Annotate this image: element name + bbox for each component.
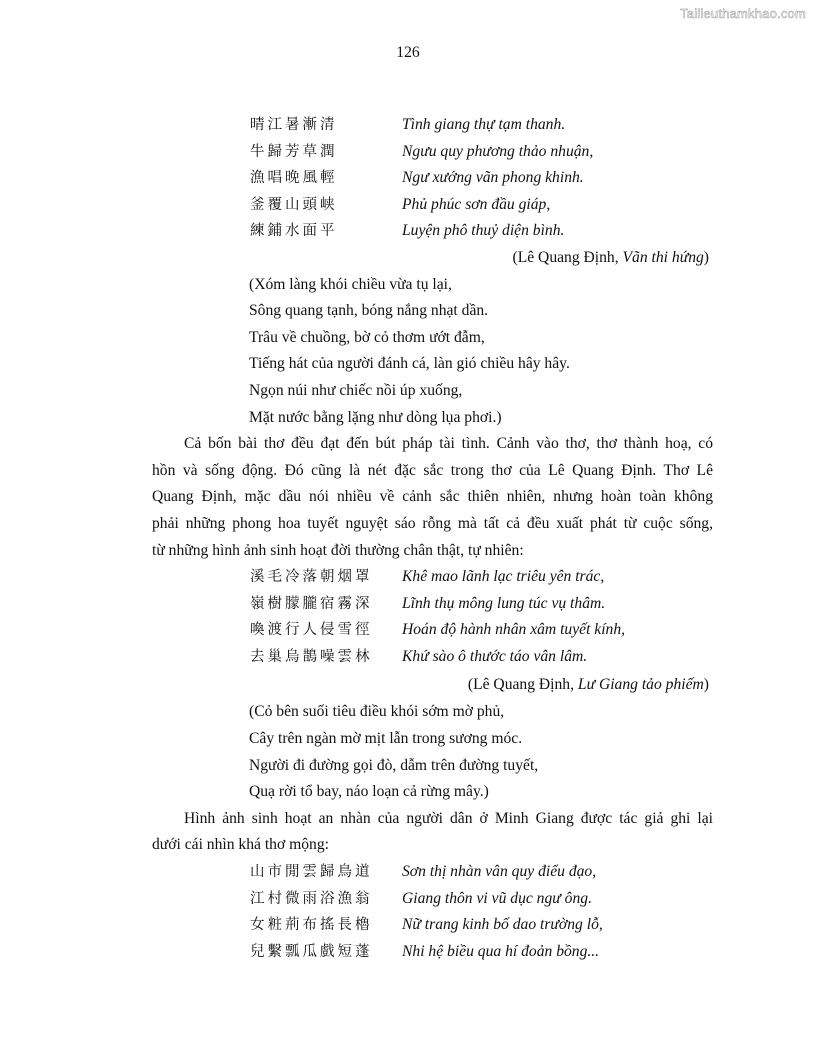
translation-line: Người đi đường gọi đò, dẫm trên đường tuyết,: [249, 756, 539, 774]
poem-line: [152, 644, 713, 671]
han-text: 溪毛冷落朝烟罩: [250, 569, 373, 586]
poem-line: [152, 912, 713, 939]
transliteration-text: Ngưu quy phương thảo nhuận,: [402, 142, 594, 160]
transliteration-text: Lĩnh thụ mông lung túc vụ thâm.: [402, 594, 606, 612]
poem-line: [152, 192, 713, 219]
page-content: [152, 112, 713, 965]
paragraph-line: từ những hình ảnh sinh hoạt đời thường chân thật, tự nhiên:: [152, 541, 524, 559]
paragraph-line: phải những phong hoa tuyết nguyệt sáo rỗng mà tất cả đều xuất phát từ cuộc sống,: [152, 514, 713, 532]
translation-line: Mặt nước bằng lặng như dòng lụa phơi.): [249, 408, 502, 426]
han-text: 嶺樹朦朧宿霧深: [250, 595, 373, 612]
attribution-2: [152, 670, 713, 699]
poem-line: [152, 939, 713, 966]
watermark: Tailieuthamkhao.com: [680, 6, 806, 21]
transliteration-text: Giang thôn vi vũ dục ngư ông.: [402, 889, 592, 907]
attribution-1: [152, 245, 713, 272]
poem-line: [152, 617, 713, 644]
transliteration-text: Hoán độ hành nhân xâm tuyết kính,: [402, 621, 626, 639]
han-text: 晴江暑漸清: [250, 117, 338, 133]
attribution-author: (Lê Quang Định,: [467, 676, 578, 694]
translation-line: Cây trên ngàn mờ mịt lẫn trong sương móc.: [249, 730, 523, 748]
han-text: 漁唱晚風輕: [250, 170, 338, 187]
page-number: 126: [396, 44, 420, 61]
attribution-close: ): [703, 676, 709, 694]
translation-line: Trâu về chuồng, bờ cỏ thơm ướt đẫm,: [249, 328, 485, 346]
han-text: 釜覆山頭峡: [250, 196, 338, 213]
han-text: 牛歸芳草潤: [250, 143, 338, 160]
transliteration-text: Nhi hệ biều qua hí đoản bồng...: [402, 942, 600, 960]
attribution-work: Lư Giang tảo phiếm: [577, 676, 704, 694]
transliteration-text: Khứ sào ô thước táo vân lâm.: [402, 647, 588, 665]
translation-line: Sông quang tạnh, bóng nắng nhạt dần.: [249, 302, 489, 320]
transliteration-text: Sơn thị nhàn vân quy điểu đạo,: [402, 863, 597, 881]
han-text: 女粧荊布搖長櫓: [250, 917, 373, 934]
translation-1: [152, 272, 713, 432]
poem-2: [152, 564, 713, 670]
translation-2: [152, 699, 713, 805]
han-text: 練鋪水面平: [250, 223, 338, 240]
translation-line: Quạ rời tổ bay, náo loạn cả rừng mây.): [249, 783, 489, 801]
translation-line: Tiếng hát của người đánh cá, làn gió chiều hây hây.: [249, 355, 570, 373]
transliteration-text: Phủ phúc sơn đầu giáp,: [402, 195, 551, 213]
poem-1: [152, 112, 713, 245]
han-text: 去巢烏鵲噪雲林: [250, 648, 373, 665]
han-text: 江村微雨浴漁翁: [250, 890, 373, 907]
poem-line: [152, 165, 713, 192]
poem-line: [152, 564, 713, 591]
poem-line: [152, 112, 713, 139]
han-text: 兒繫瓢瓜戲短蓬: [250, 943, 373, 960]
transliteration-text: Ngư xướng vãn phong khinh.: [402, 169, 584, 187]
transliteration-text: Nữ trang kinh bố dao trường lỗ,: [402, 916, 603, 934]
paragraph-line: hồn và sống động. Đó cũng là nét đặc sắc trong thơ của Lê Quang Định. Thơ Lê: [152, 461, 713, 479]
paragraph-line: Hình ảnh sinh hoạt an nhàn của người dân ở Minh Giang được tác giả ghi lại: [184, 809, 713, 827]
transliteration-text: Luyện phô thuỷ diện bình.: [402, 222, 565, 240]
paragraph-2: [152, 806, 713, 859]
han-text: 山市閒雲歸鳥道: [250, 864, 373, 881]
paragraph-line: Quang Định, mặc dầu nói nhiều về cảnh sắc thiên nhiên, nhưng hoàn toàn không: [152, 488, 713, 506]
attribution-close: ): [703, 248, 709, 266]
poem-line: [152, 859, 713, 886]
poem-line: [152, 886, 713, 913]
attribution-author: (Lê Quang Định,: [512, 248, 623, 266]
poem-line: [152, 218, 713, 245]
paragraph-line: Cả bốn bài thơ đều đạt đến bút pháp tài tình. Cảnh vào thơ, thơ thành hoạ, có: [184, 435, 713, 453]
translation-line: (Cỏ bên suối tiêu điều khói sớm mờ phủ,: [249, 703, 505, 721]
paragraph-1: [152, 431, 713, 564]
translation-line: (Xóm làng khói chiều vừa tụ lại,: [249, 275, 452, 293]
transliteration-text: Tình giang thự tạm thanh.: [402, 116, 566, 133]
transliteration-text: Khê mao lãnh lạc triêu yên trác,: [402, 568, 605, 586]
han-text: 喚渡行人侵雪徑: [250, 622, 373, 639]
poem-line: [152, 591, 713, 618]
poem-line: [152, 139, 713, 166]
paragraph-line: dưới cái nhìn khá thơ mộng:: [152, 836, 329, 854]
poem-3: [152, 859, 713, 965]
attribution-work: Vãn thi hứng: [622, 248, 704, 266]
translation-line: Ngọn núi như chiếc nồi úp xuống,: [249, 381, 463, 399]
